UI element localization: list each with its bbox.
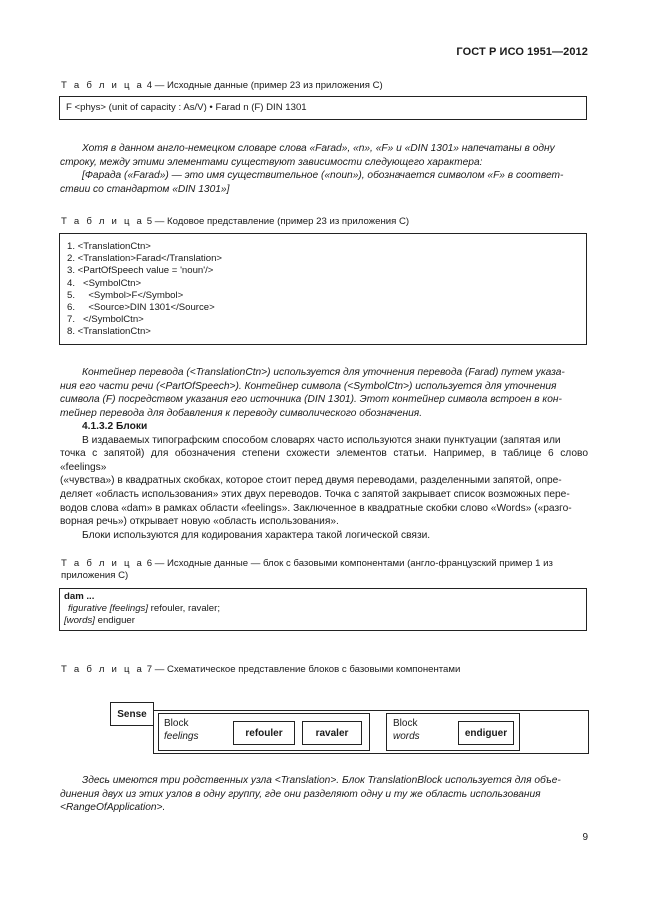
table-caption-text: приложения С) — [61, 570, 129, 581]
table-5-box — [59, 233, 587, 345]
usage-label: [words] — [64, 615, 95, 627]
text-line: («чувства») в квадратных скобках, которое стоит перед двумя переводами, разделенными запятой, опре- — [60, 475, 562, 487]
table-4-content: F <phys> (unit of capacity : As/V) • Farad n (F) DIN 1301 — [66, 102, 307, 113]
text-line: строку, между этими элементами существуют зависимости следующего характера: — [60, 156, 483, 168]
code-line: 6. <Source>DIN 1301</Source> — [67, 302, 215, 314]
code-line: 4. <SymbolCtn> — [67, 277, 142, 289]
headword: dam ... — [64, 591, 95, 602]
translation-node-ravaler — [302, 721, 362, 745]
usage-label: figurative [feelings] — [68, 603, 148, 615]
document-code: ГОСТ Р ИСО 1951—2012 — [456, 46, 588, 58]
table-label: Т а б л и ц а — [61, 558, 145, 569]
text-line: динения двух из этих узлов в одну группу, где они разделяют одну и ту же область использования — [60, 788, 541, 800]
section-heading: 4.1.3.2 Блоки — [82, 421, 148, 432]
sense-line-2 — [64, 615, 582, 627]
translations: refouler, ravaler; — [148, 603, 220, 615]
table-caption-text: 6 — Исходные данные — блок с базовыми компонентами (англо-французский пример 1 из — [146, 558, 553, 569]
text-line: ворная речь») открывает новую «область использования». — [60, 516, 339, 528]
text-line: ния его части речи (<PartOfSpeech>). Контейнер символа (<SymbolCtn>) используется для уточнения — [60, 380, 557, 392]
translation-label: endiguer — [464, 727, 508, 739]
text-line: ствии со стандартом «DIN 1301»] — [60, 183, 230, 195]
text-line: точка с запятой) для обозначения степени схожести элементов статьи. Например, в таблице 6 слово «feelings» — [60, 448, 588, 473]
table-4-caption — [61, 80, 383, 92]
translation-node-refouler — [233, 721, 295, 745]
section-4-1-3-2 — [60, 420, 588, 542]
table-label: Т а б л и ц а — [61, 216, 145, 227]
text-line: Блоки используются для кодирования характера такой логической связи. — [82, 529, 431, 541]
text-line: символа (F) посредством указания его источника (DIN 1301). Этот контейнер символа встроен в кон- — [60, 394, 562, 406]
table-5-caption — [61, 216, 409, 228]
translation-label: refouler — [245, 727, 283, 739]
text-line: тейнер перевода для добавления к переводу символического обозначения. — [60, 407, 423, 419]
paragraph-1 — [60, 142, 588, 196]
translation-label: ravaler — [315, 727, 349, 739]
text-line: Контейнер перевода (<TranslationCtn>) используется для уточнения перевода (Farad) путем указа- — [82, 367, 565, 378]
block-sub: feelings — [164, 731, 199, 742]
code-line: 5. <Symbol>F</Symbol> — [67, 289, 184, 301]
code-line: 8. <TranslationCtn> — [67, 326, 151, 338]
code-line: 1. <TranslationCtn> — [67, 241, 151, 252]
text-line: Хотя в данном англо-немецком словаре слова «Farad», «n», «F» и «DIN 1301» напечатаны в одну — [82, 143, 555, 154]
block-title: Block — [164, 718, 189, 729]
table-7-caption — [61, 664, 460, 676]
sense-node — [110, 702, 154, 726]
table-6-caption — [61, 558, 589, 582]
block-title: Block — [393, 718, 418, 729]
text-line: В издаваемых типографским способом словарях часто используются знаки пунктуации (запятая или — [82, 434, 561, 446]
table-6-box — [59, 588, 587, 631]
table-label: Т а б л и ц а — [61, 80, 145, 91]
code-line: 2. <Translation>Farad</Translation> — [67, 253, 223, 265]
translations: endiguer — [94, 615, 135, 627]
page-number: 9 — [582, 832, 588, 843]
code-line: 3. <PartOfSpeech value = 'noun'/> — [67, 265, 214, 277]
sense-label: Sense — [117, 708, 147, 720]
text-line: [Фарада («Farad») — это имя существительное («noun»), обозначается символом «F» в соответ- — [82, 170, 564, 182]
paragraph-3 — [60, 774, 588, 815]
text-line: <RangeOfApplication>. — [60, 802, 166, 814]
paragraph-2 — [60, 366, 588, 420]
table-label: Т а б л и ц а — [61, 664, 145, 675]
translation-node-endiguer — [458, 721, 514, 745]
sense-line-1 — [64, 603, 582, 615]
table-caption-text: 4 — Исходные данные (пример 23 из приложения С) — [146, 80, 383, 91]
table-caption-text: 5 — Кодовое представление (пример 23 из приложения С) — [146, 216, 410, 227]
text-line: деляет «область использования» этих двух переводов. Точка с запятой закрывает список возможных пере- — [60, 488, 570, 500]
block-sub: words — [393, 731, 420, 742]
table-4-box — [59, 96, 587, 120]
text-line: Здесь имеются три родственных узла <Translation>. Блок TranslationBlock используется для объе- — [82, 775, 561, 786]
text-line: водов слова «dam» в рамках области «feelings». Заключенное в квадратные скобки слово «Words» («разго- — [60, 502, 572, 514]
code-line: 7. </SymbolCtn> — [67, 314, 144, 326]
table-caption-text: 7 — Схематическое представление блоков с базовыми компонентами — [146, 664, 461, 675]
